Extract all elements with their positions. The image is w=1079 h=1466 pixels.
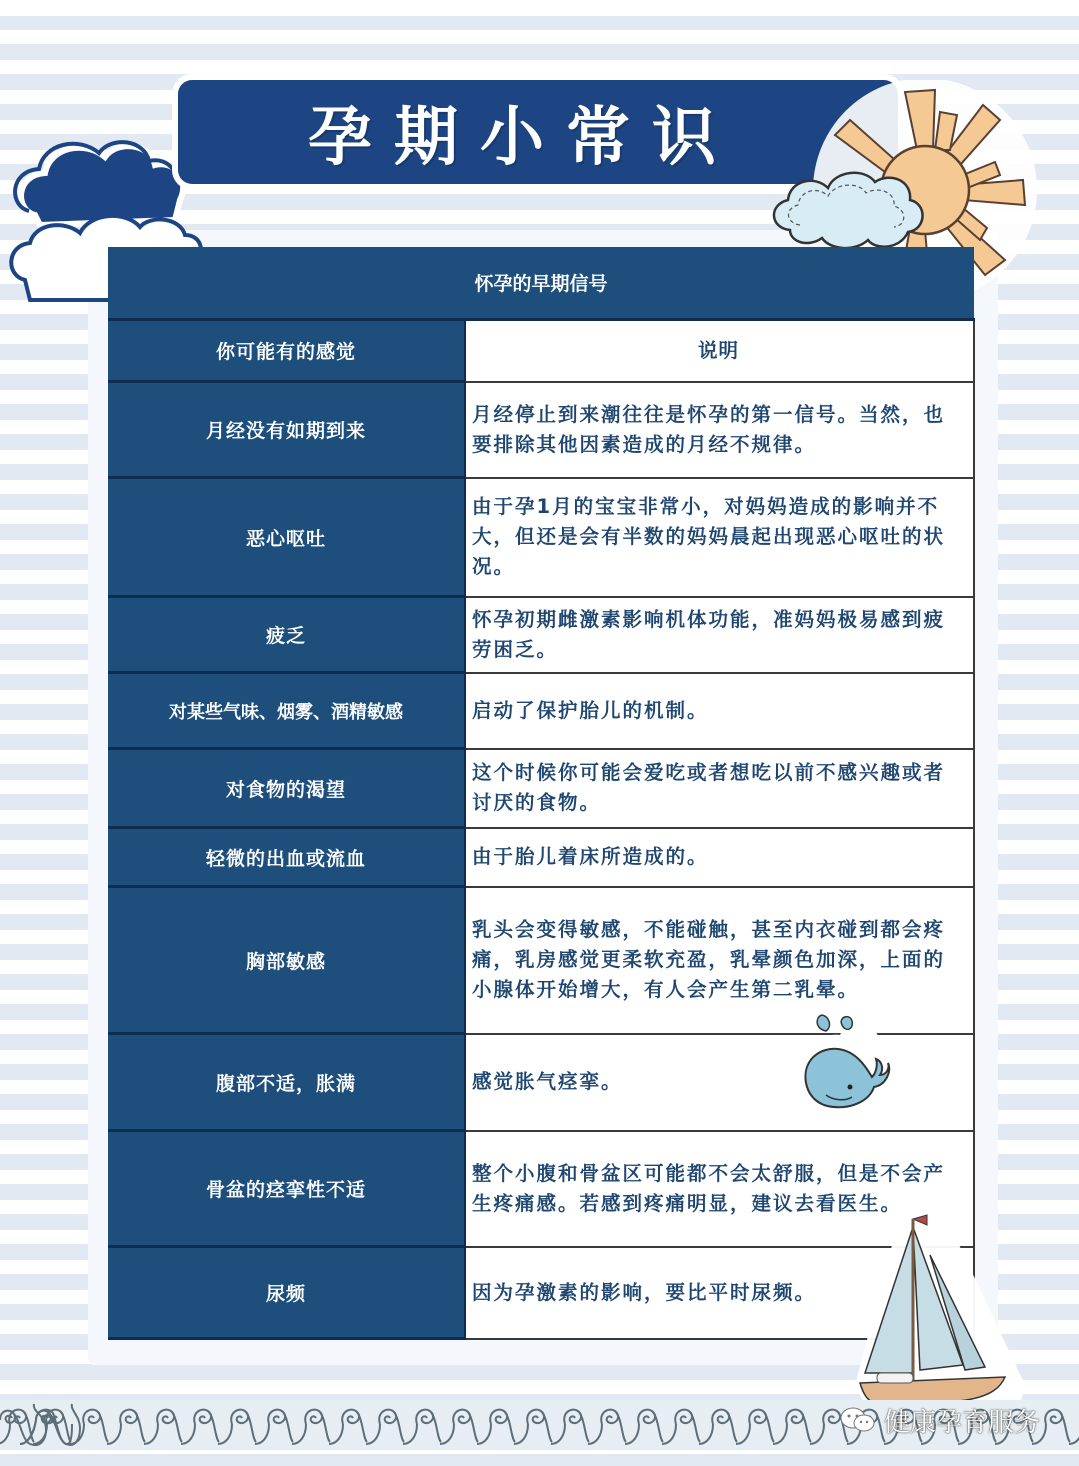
feeling-cell: 轻微的出血或流血 xyxy=(108,828,465,887)
description-cell: 月经停止到来潮往往是怀孕的第一信号。当然，也要排除其他因素造成的月经不规律。 xyxy=(465,382,974,478)
table-row xyxy=(108,749,974,828)
table-row xyxy=(108,673,974,749)
column-header-feeling: 你可能有的感觉 xyxy=(108,320,465,382)
page-title: 孕期小常识 xyxy=(308,101,738,175)
watermark xyxy=(838,1398,1040,1442)
description-cell: 乳头会变得敏感，不能碰触，甚至内衣碰到都会疼痛，乳房感觉更柔软充盈，乳晕颜色加深，上面的小腺体开始增大，有人会产生第二乳晕。 xyxy=(465,887,974,1034)
description-cell: 启动了保护胎儿的机制。 xyxy=(465,673,974,749)
top-margin xyxy=(0,0,1079,16)
feeling-cell: 腹部不适，胀满 xyxy=(108,1034,465,1131)
feeling-cell: 疲乏 xyxy=(108,597,465,673)
feeling-cell: 对某些气味、烟雾、酒精敏感 xyxy=(108,673,465,749)
table-row xyxy=(108,828,974,887)
description-cell: 感觉胀气痉挛。 xyxy=(465,1034,974,1131)
watermark-text: 健康孕育服务 xyxy=(884,1407,1041,1438)
wechat-icon xyxy=(838,1405,878,1435)
feeling-cell: 月经没有如期到来 xyxy=(108,382,465,478)
feeling-cell: 骨盆的痉挛性不适 xyxy=(108,1131,465,1247)
column-header-description: 说明 xyxy=(465,320,974,382)
early-signs-table xyxy=(108,247,975,1340)
description-cell: 整个小腹和骨盆区可能都不会太舒服，但是不会产生疼痛感。若感到疼痛明显，建议去看医生。 xyxy=(465,1131,974,1247)
feeling-cell: 尿频 xyxy=(108,1247,465,1339)
table-row xyxy=(108,382,974,478)
description-cell: 因为孕激素的影响，要比平时尿频。 xyxy=(465,1247,974,1339)
description-cell: 这个时候你可能会爱吃或者想吃以前不感兴趣或者讨厌的食物。 xyxy=(465,749,974,828)
table-row xyxy=(108,478,974,597)
feeling-cell: 对食物的渴望 xyxy=(108,749,465,828)
table-caption: 怀孕的早期信号 xyxy=(108,247,974,320)
description-cell: 怀孕初期雌激素影响机体功能，准妈妈极易感到疲劳困乏。 xyxy=(465,597,974,673)
description-cell: 由于胎儿着床所造成的。 xyxy=(465,828,974,887)
feeling-cell: 恶心呕吐 xyxy=(108,478,465,597)
sailboat-icon xyxy=(845,1205,1035,1415)
feeling-cell: 胸部敏感 xyxy=(108,887,465,1034)
whale-icon xyxy=(780,1005,900,1125)
description-cell: 由于孕1月的宝宝非常小，对妈妈造成的影响并不大，但还是会有半数的妈妈晨起出现恶心呕吐的状况。 xyxy=(465,478,974,597)
table-row xyxy=(108,597,974,673)
